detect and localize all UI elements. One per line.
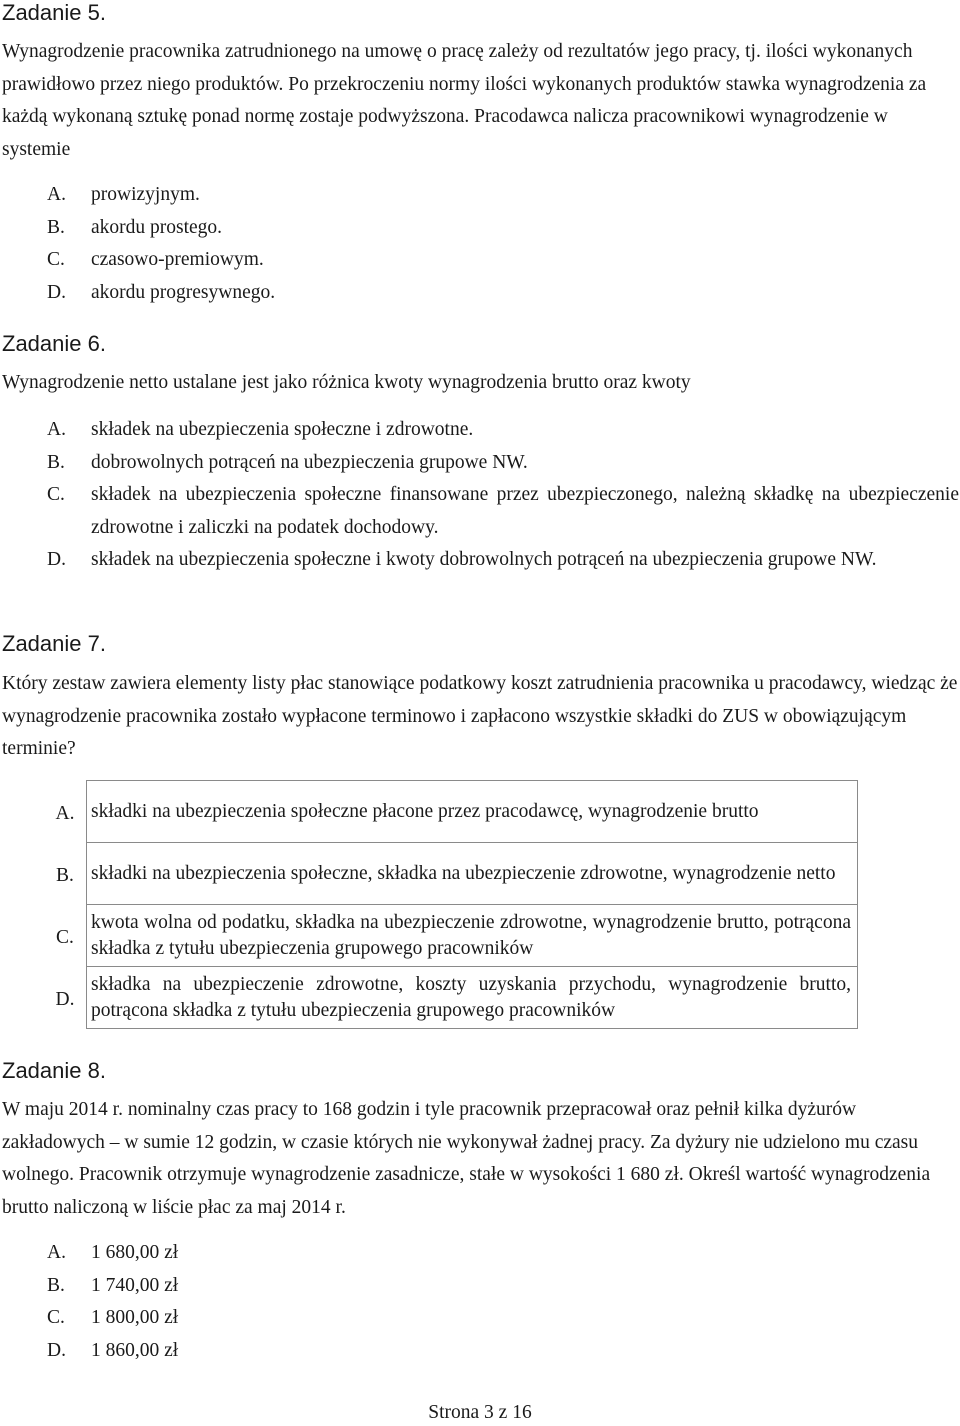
task-7-options-table bbox=[44, 780, 858, 1029]
task-7-option-c[interactable] bbox=[44, 905, 858, 967]
option-text: składek na ubezpieczenia społeczne i zdrowotne. bbox=[91, 419, 474, 440]
option-letter: D. bbox=[47, 1339, 66, 1361]
task-6-question: Wynagrodzenie netto ustalane jest jako różnica kwoty wynagrodzenia brutto oraz kwoty bbox=[2, 372, 691, 393]
task-5-question: Wynagrodzenie pracownika zatrudnionego na umowę o pracę zależy od rezultatów jego pracy, tj. ilości wykonanych prawidłowo przez niego produktów. Po przekroczeniu normy ilości wykonanych produktów stawka wynagrodzenia za każdą wykonaną sztukę ponad normę zostaje podwyższona. Pracodawca nalicza pracownikowi wynagrodzenie w systemie bbox=[2, 41, 927, 160]
option-text: czasowo-premiowym. bbox=[91, 249, 264, 270]
task-5-option-d[interactable] bbox=[47, 277, 959, 310]
task-8-question: W maju 2014 r. nominalny czas pracy to 168 godzin i tyle pracownik przepracował oraz pełnił kilka dyżurów zakładowych – w sumie 12 godzin, w czasie których nie wykonywał żadnej pracy. Za dyżury nie udzielono mu czasu wolnego. Pracownik otrzymuje wynagrodzenie zasadnicze, stałe w wysokości 1 680 zł. Określ wartość wynagrodzenia brutto naliczoną w liście płac za maj 2014 r. bbox=[2, 1099, 931, 1218]
option-letter: C. bbox=[47, 1307, 65, 1328]
option-text: składek na ubezpieczenia społeczne finansowane przez ubezpieczonego, należną składkę na ubezpieczenie zdrowotne i zaliczki na podatek dochodowy. bbox=[91, 484, 959, 538]
task-7-option-d[interactable] bbox=[44, 967, 858, 1029]
option-letter: D. bbox=[47, 281, 66, 303]
option-letter: C. bbox=[47, 249, 65, 270]
task-6-options bbox=[47, 414, 959, 577]
option-text: akordu prostego. bbox=[91, 216, 223, 238]
task-6-option-c[interactable] bbox=[47, 479, 959, 544]
option-letter: A. bbox=[47, 1242, 66, 1263]
page-number: Strona 3 z 16 bbox=[428, 1402, 532, 1423]
option-letter: C. bbox=[47, 484, 65, 505]
option-text: 1 860,00 zł bbox=[91, 1339, 179, 1361]
task-7-option-b[interactable] bbox=[44, 843, 858, 905]
task-8-option-a[interactable] bbox=[47, 1237, 959, 1270]
task-5-title: Zadanie 5. bbox=[2, 0, 106, 25]
task-7-title: Zadanie 7. bbox=[2, 631, 106, 656]
task-8-option-b[interactable] bbox=[47, 1270, 959, 1303]
option-letter: B. bbox=[47, 216, 65, 238]
option-text: prowizyjnym. bbox=[91, 184, 200, 205]
option-text: składki na ubezpieczenia społeczne płacone przez pracodawcę, wynagrodzenie brutto bbox=[87, 781, 858, 843]
option-text: składka na ubezpieczenie zdrowotne, koszty uzyskania przychodu, wynagrodzenie brutto, potrącona składka z tytułu ubezpieczenia grupowego pracowników bbox=[87, 967, 858, 1029]
option-text: 1 680,00 zł bbox=[91, 1242, 179, 1263]
task-5-option-c[interactable] bbox=[47, 244, 959, 277]
task-6-option-d[interactable] bbox=[47, 544, 959, 577]
option-text: dobrowolnych potrąceń na ubezpieczenia grupowe NW. bbox=[91, 451, 528, 473]
option-letter: B. bbox=[56, 864, 74, 886]
task-6-title: Zadanie 6. bbox=[2, 331, 106, 356]
task-6-option-b[interactable] bbox=[47, 447, 959, 480]
task-8-option-d[interactable] bbox=[47, 1335, 959, 1368]
task-5-option-b[interactable] bbox=[47, 212, 959, 245]
option-letter: A. bbox=[55, 802, 75, 824]
option-text: akordu progresywnego. bbox=[91, 281, 276, 303]
option-text: składek na ubezpieczenia społeczne i kwoty dobrowolnych potrąceń na ubezpieczenia grupowe NW. bbox=[91, 549, 877, 570]
option-letter: D. bbox=[47, 549, 66, 570]
task-5-option-a[interactable] bbox=[47, 179, 959, 212]
option-letter: A. bbox=[47, 419, 66, 440]
task-8-options bbox=[47, 1237, 959, 1367]
option-text: kwota wolna od podatku, składka na ubezpieczenie zdrowotne, wynagrodzenie brutto, potrącona składka z tytułu ubezpieczenia grupowego pracowników bbox=[87, 905, 858, 967]
option-text: składki na ubezpieczenia społeczne, składka na ubezpieczenie zdrowotne, wynagrodzenie netto bbox=[87, 843, 858, 905]
task-8-title: Zadanie 8. bbox=[2, 1058, 106, 1083]
task-7-question: Który zestaw zawiera elementy listy płac stanowiące podatkowy koszt zatrudnienia pracownika u pracodawcy, wiedząc że wynagrodzenie pracownika zostało wypłacone terminowo i zapłacono wszystkie składki do ZUS w obowiązującym terminie? bbox=[2, 673, 958, 759]
option-letter: A. bbox=[47, 184, 66, 205]
task-5-options bbox=[47, 179, 959, 309]
option-letter: B. bbox=[47, 451, 65, 473]
option-letter: D. bbox=[55, 988, 75, 1010]
task-6-option-a[interactable] bbox=[47, 414, 959, 447]
task-7-option-a[interactable] bbox=[44, 781, 858, 843]
option-letter: C. bbox=[56, 926, 74, 948]
option-text: 1 740,00 zł bbox=[91, 1274, 179, 1296]
option-text: 1 800,00 zł bbox=[91, 1307, 179, 1328]
task-8-option-c[interactable] bbox=[47, 1302, 959, 1335]
option-letter: B. bbox=[47, 1274, 65, 1296]
